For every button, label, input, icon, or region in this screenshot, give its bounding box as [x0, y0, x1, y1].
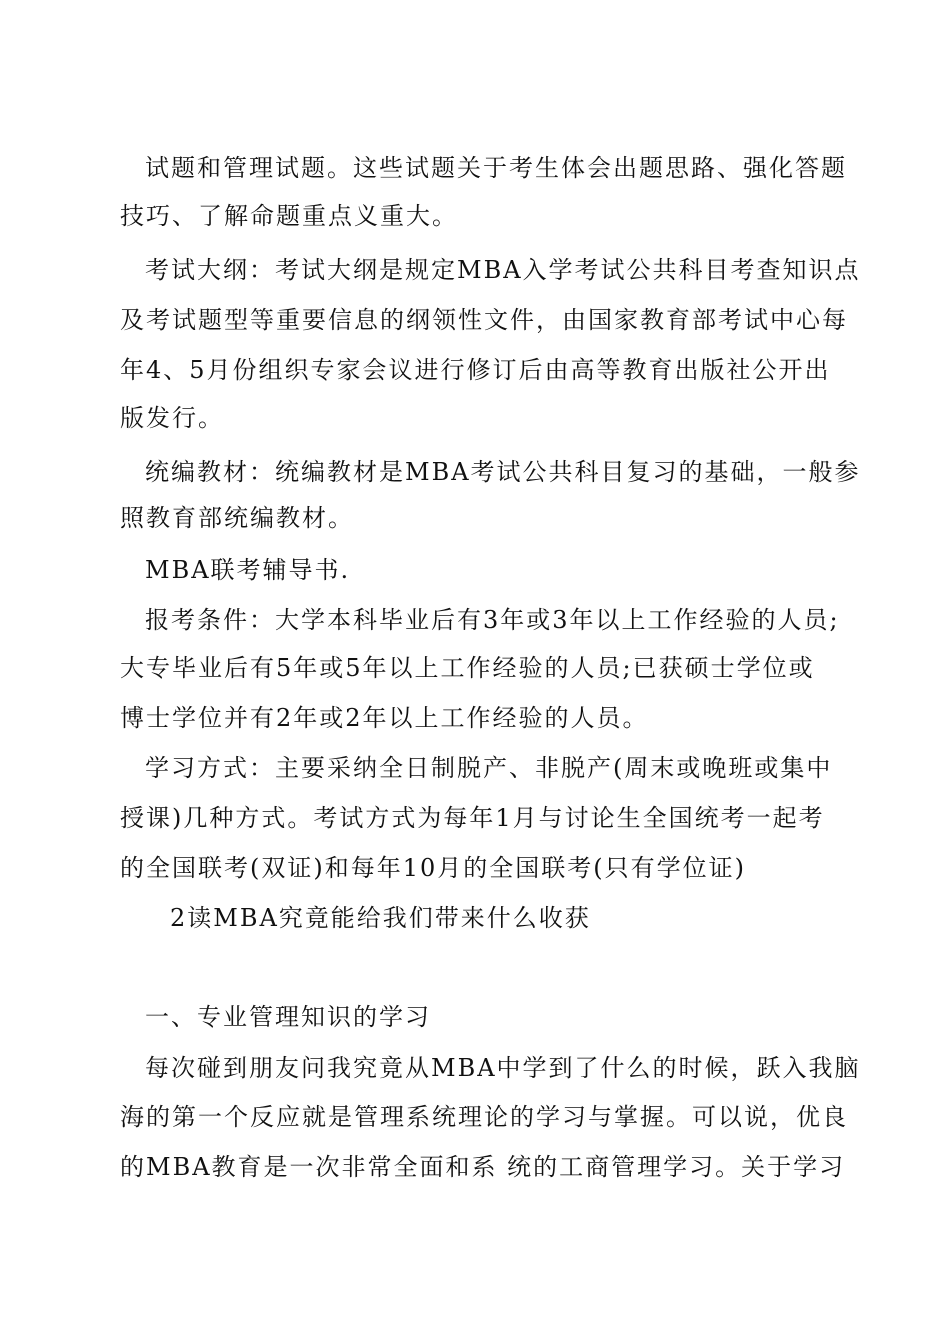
text-line: MBA联考辅导书.: [145, 556, 351, 584]
text-line: 学习方式：主要采纳全日制脱产、非脱产(周末或晚班或集中: [145, 754, 833, 782]
text-line: 技巧、了解命题重点义重大。: [120, 202, 458, 230]
text-line: 统编教材：统编教材是MBA考试公共科目复习的基础，一般参: [145, 458, 861, 486]
text-line: 的MBA教育是一次非常全面和系 统的工商管理学习。关于学习: [120, 1153, 846, 1181]
text-line: 的全国联考(双证)和每年10月的全国联考(只有学位证): [120, 854, 746, 882]
text-line: 年4、5月份组织专家会议进行修订后由高等教育出版社公开出: [120, 356, 831, 384]
text-line: 每次碰到朋友问我究竟从MBA中学到了什么的时候，跃入我脑: [145, 1054, 861, 1082]
text-line: 海的第一个反应就是管理系统理论的学习与掌握。可以说，优良: [120, 1103, 848, 1131]
text-line: 照教育部统编教材。: [120, 504, 354, 532]
text-line: 及考试题型等重要信息的纲领性文件，由国家教育部考试中心每: [120, 306, 848, 334]
text-line: 授课)几种方式。考试方式为每年1月与讨论生全国统考一起考: [120, 804, 825, 832]
text-line: 版发行。: [120, 404, 224, 432]
subsection-heading: 一、专业管理知识的学习: [145, 1003, 431, 1031]
text-line: 试题和管理试题。这些试题关于考生体会出题思路、强化答题: [145, 154, 847, 182]
text-line: 报考条件：大学本科毕业后有3年或3年以上工作经验的人员;: [145, 606, 840, 634]
text-line: 博士学位并有2年或2年以上工作经验的人员。: [120, 704, 649, 732]
section-heading: 2读MBA究竟能给我们带来什么收获: [170, 904, 591, 932]
text-line: 考试大纲：考试大纲是规定MBA入学考试公共科目考查知识点: [145, 256, 861, 284]
text-line: 大专毕业后有5年或5年以上工作经验的人员;已获硕士学位或: [120, 654, 815, 682]
